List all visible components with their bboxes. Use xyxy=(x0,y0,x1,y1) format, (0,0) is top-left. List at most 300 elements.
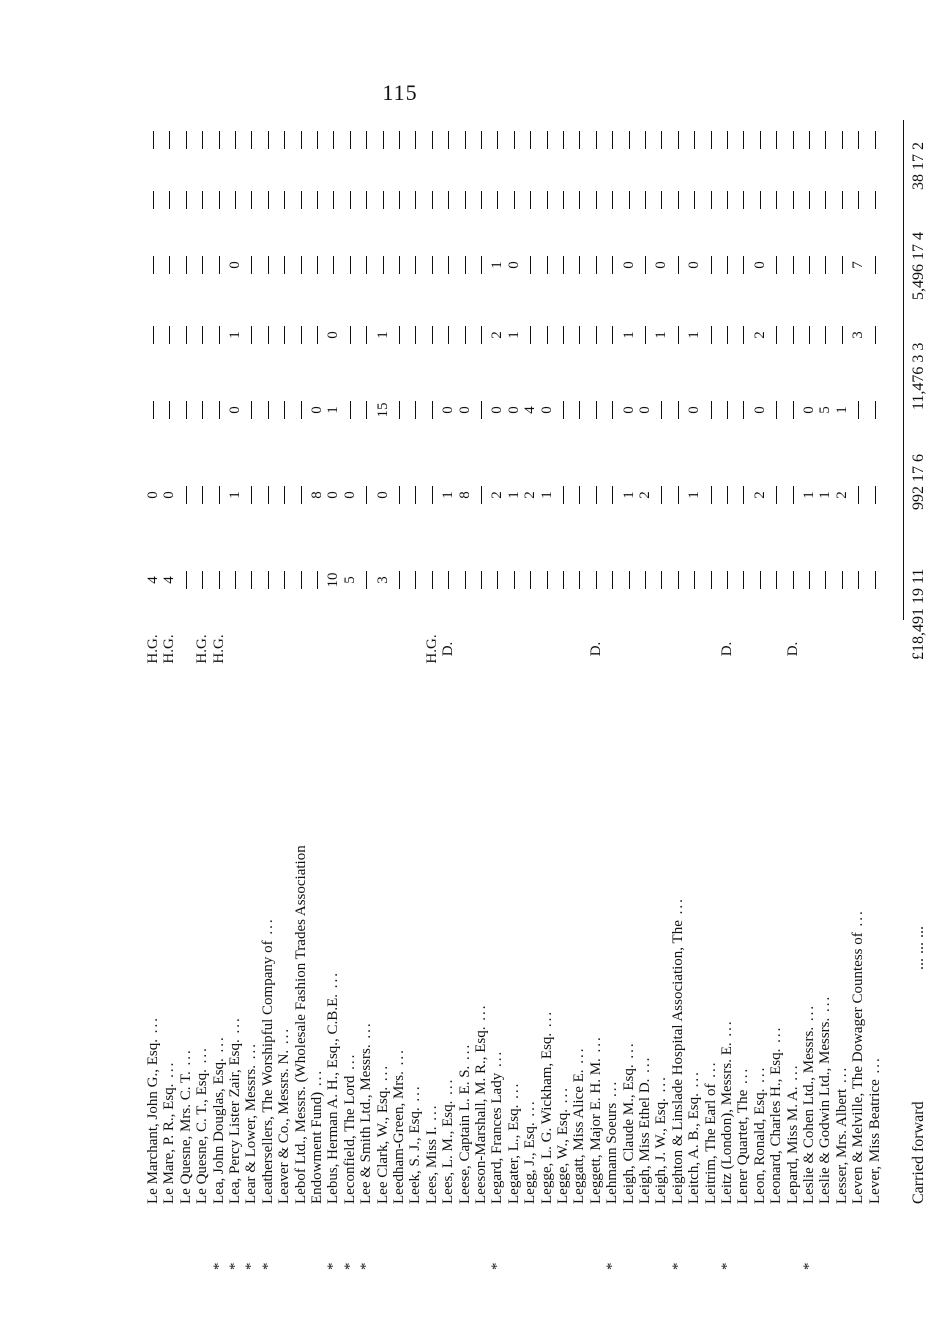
name-text: Le Quesne, Mrs. C. T. xyxy=(177,1071,194,1204)
table-row xyxy=(703,120,719,1270)
amount-cell: 0 xyxy=(620,406,637,414)
amount-cell xyxy=(293,170,309,230)
amount-cell xyxy=(325,170,341,230)
amount-cell: 1 xyxy=(440,491,457,499)
dash-mark xyxy=(366,131,367,149)
amount-cell xyxy=(571,465,587,525)
table-row xyxy=(637,120,653,1270)
amount-cell xyxy=(735,110,751,170)
amount-cell xyxy=(391,170,407,230)
amount-cell xyxy=(604,305,620,365)
subscriber-name xyxy=(621,694,637,1204)
amount-cell xyxy=(555,235,571,295)
table-row xyxy=(588,120,604,1270)
dash-mark xyxy=(333,191,334,209)
table-row xyxy=(785,120,801,1270)
dash-mark xyxy=(186,401,187,419)
amount-cell: 1 xyxy=(801,491,817,499)
amount-cell: 2 xyxy=(489,331,506,339)
name-text: Legge, L. G. Wickham, Esq. xyxy=(538,1032,555,1204)
amount-cell xyxy=(735,465,751,525)
asterisk-mark: * xyxy=(801,1261,817,1270)
dash-mark xyxy=(465,571,466,589)
table-row xyxy=(211,120,227,1270)
amount-cell xyxy=(621,110,637,170)
table-row xyxy=(161,120,177,1270)
dash-mark xyxy=(842,191,843,209)
name-text: Lea, Percy Lister Zair, Esq. xyxy=(227,1039,243,1204)
dash-mark xyxy=(547,326,548,344)
amount-cell xyxy=(867,380,883,440)
carried-forward-col4: 5,496 17 4 xyxy=(910,232,927,300)
dash-mark xyxy=(317,191,318,209)
amount-cell xyxy=(457,170,473,230)
subscriber-name xyxy=(588,694,604,1204)
amount-cell xyxy=(161,235,177,295)
amount-cell xyxy=(211,235,227,295)
subscriber-name xyxy=(506,694,522,1204)
dash-mark xyxy=(596,571,597,589)
amount-cell: 7 xyxy=(850,261,867,269)
amount-cell: 1 xyxy=(620,331,637,339)
amount-cell xyxy=(194,465,210,525)
dash-mark xyxy=(563,326,564,344)
amount-cell xyxy=(637,550,653,610)
amount-cell xyxy=(358,550,374,610)
amount-cell: 2 xyxy=(637,491,653,499)
amount-cell xyxy=(703,380,719,440)
dash-mark xyxy=(842,571,843,589)
name-text: Leslie & Cohen Ltd., Messrs. xyxy=(801,1026,817,1204)
amount-cell: 0 xyxy=(751,406,768,414)
amount-cell xyxy=(161,170,177,230)
name-text: Le Marchant, John G., Esq. xyxy=(145,1039,161,1204)
amount-cell xyxy=(703,170,719,230)
amount-cell: 0 xyxy=(505,261,522,269)
dash-mark xyxy=(629,191,630,209)
amount-cell xyxy=(243,170,259,230)
amount-cell: 3 xyxy=(374,576,391,584)
dash-mark xyxy=(481,131,482,149)
leader-dots: ... xyxy=(210,1035,227,1059)
leader-dots: ... xyxy=(702,1060,719,1084)
subscriber-name xyxy=(457,694,473,1204)
amount-cell xyxy=(735,305,751,365)
amount-cell xyxy=(342,235,358,295)
table-row xyxy=(768,120,784,1270)
amount-cell: 0 xyxy=(620,261,637,269)
dash-mark xyxy=(678,131,679,149)
dash-mark xyxy=(793,256,794,274)
dash-mark xyxy=(612,326,613,344)
amount-cell xyxy=(358,170,374,230)
subscriber-name xyxy=(752,694,768,1204)
amount-cell: 1 xyxy=(505,491,522,499)
dash-mark xyxy=(235,131,236,149)
dash-mark xyxy=(301,326,302,344)
dash-mark xyxy=(186,571,187,589)
row-note: D. xyxy=(587,641,604,657)
amount-cell xyxy=(407,465,423,525)
amount-cell xyxy=(293,550,309,610)
amount-cell xyxy=(571,170,587,230)
amount-cell xyxy=(768,170,784,230)
table-row xyxy=(867,120,883,1270)
dash-mark xyxy=(727,326,728,344)
amount-cell xyxy=(768,305,784,365)
leader-dots: ... xyxy=(522,1099,539,1123)
amount-cell xyxy=(473,550,489,610)
amount-cell xyxy=(801,110,817,170)
dash-mark xyxy=(301,571,302,589)
leader-dots: ... xyxy=(637,1055,653,1079)
dash-mark xyxy=(563,571,564,589)
subscriber-name xyxy=(293,694,309,1204)
dash-mark xyxy=(301,401,302,419)
leader-dots: ... xyxy=(801,1003,817,1027)
dash-mark xyxy=(317,326,318,344)
leader-dots: ... xyxy=(194,1046,211,1070)
dash-mark xyxy=(415,191,416,209)
dash-mark xyxy=(727,571,728,589)
amount-cell xyxy=(276,110,292,170)
amount-cell xyxy=(719,465,735,525)
dash-mark xyxy=(727,191,728,209)
subscriber-name xyxy=(522,694,538,1204)
dash-mark xyxy=(711,131,712,149)
amount-cell xyxy=(407,550,423,610)
amount-cell: 8 xyxy=(309,491,325,499)
amount-cell xyxy=(211,305,227,365)
dash-mark xyxy=(153,326,154,344)
dash-mark xyxy=(612,401,613,419)
table-row xyxy=(604,120,620,1270)
amount-cell xyxy=(834,305,850,365)
amount-cell xyxy=(539,235,555,295)
dash-mark xyxy=(776,191,777,209)
row-note: H.G. xyxy=(194,634,211,664)
dash-mark xyxy=(563,401,564,419)
leader-dots: ... ... ... xyxy=(910,926,927,970)
leader-dots: ... xyxy=(325,971,342,995)
amount-cell: 0 xyxy=(751,261,768,269)
dash-mark xyxy=(301,131,302,149)
dash-mark xyxy=(432,486,433,504)
dash-mark xyxy=(645,131,646,149)
dash-mark xyxy=(711,571,712,589)
dash-mark xyxy=(793,131,794,149)
amount-cell: 1 xyxy=(505,331,522,339)
asterisk-mark: * xyxy=(325,1261,342,1270)
amount-cell xyxy=(375,110,391,170)
amount-cell xyxy=(801,235,817,295)
dash-mark xyxy=(284,571,285,589)
dash-mark xyxy=(366,326,367,344)
amount-cell: 0 xyxy=(505,406,522,414)
leader-dots: ... xyxy=(751,1065,768,1089)
name-text: Lees, L. M., Esq. xyxy=(440,1100,457,1204)
carried-forward-label: Carried forward xyxy=(910,1101,927,1204)
name-text: Lear & Lower, Messrs. xyxy=(243,1065,260,1204)
dash-mark xyxy=(825,191,826,209)
amount-cell xyxy=(260,305,276,365)
amount-cell xyxy=(834,550,850,610)
amount-cell xyxy=(867,465,883,525)
amount-cell xyxy=(260,170,276,230)
dash-mark xyxy=(432,326,433,344)
dash-mark xyxy=(661,571,662,589)
amount-cell xyxy=(817,110,833,170)
dash-mark xyxy=(186,486,187,504)
dash-mark xyxy=(186,191,187,209)
dash-mark xyxy=(530,191,531,209)
leader-dots: ... xyxy=(489,1049,506,1073)
amount-cell: 2 xyxy=(751,331,768,339)
amount-cell: 1 xyxy=(227,331,243,339)
amount-cell xyxy=(145,170,161,230)
amount-cell xyxy=(457,305,473,365)
dash-mark xyxy=(268,131,269,149)
amount-cell xyxy=(785,170,801,230)
amount-cell xyxy=(834,110,850,170)
dash-mark xyxy=(694,191,695,209)
amount-cell xyxy=(768,465,784,525)
amount-cell xyxy=(670,305,686,365)
table-row xyxy=(735,120,751,1270)
dash-mark xyxy=(776,326,777,344)
amount-cell xyxy=(621,550,637,610)
row-note: D. xyxy=(440,641,457,657)
leader-dots: ... xyxy=(768,1025,785,1049)
amount-cell xyxy=(407,110,423,170)
leader-dots: ... xyxy=(309,1068,325,1092)
amount-cell: 1 xyxy=(686,331,703,339)
dash-mark xyxy=(399,191,400,209)
amount-cell: 0 xyxy=(489,406,506,414)
leader-dots: ... xyxy=(719,1019,735,1043)
amount-cell xyxy=(424,110,440,170)
dash-mark xyxy=(268,401,269,419)
amount-cell xyxy=(489,170,505,230)
dash-mark xyxy=(219,401,220,419)
amount-cell xyxy=(719,110,735,170)
amount-cell xyxy=(293,465,309,525)
asterisk-mark: * xyxy=(719,1261,735,1270)
dash-mark xyxy=(481,571,482,589)
amount-cell xyxy=(539,550,555,610)
amount-cell xyxy=(703,305,719,365)
amount-cell xyxy=(768,235,784,295)
dash-mark xyxy=(268,486,269,504)
dash-mark xyxy=(251,191,252,209)
dash-mark xyxy=(202,486,203,504)
dash-mark xyxy=(875,571,876,589)
amount-cell xyxy=(522,235,538,295)
dash-mark xyxy=(448,131,449,149)
amount-cell xyxy=(473,170,489,230)
amount-cell xyxy=(178,170,194,230)
amount-cell xyxy=(588,465,604,525)
table-row xyxy=(375,120,391,1270)
amount-cell xyxy=(588,110,604,170)
table-row xyxy=(555,120,571,1270)
table-row xyxy=(145,120,161,1270)
name-text: Legg, J., Esq. xyxy=(522,1122,539,1204)
amount-cell: 0 xyxy=(374,491,391,499)
amount-cell xyxy=(555,465,571,525)
amount-cell: 0 xyxy=(637,406,653,414)
amount-cell xyxy=(719,305,735,365)
subscriber-name xyxy=(768,694,784,1204)
amount-cell xyxy=(735,550,751,610)
dash-mark xyxy=(743,571,744,589)
amount-cell xyxy=(522,550,538,610)
asterisk-mark: * xyxy=(243,1261,260,1270)
amount-cell xyxy=(276,305,292,365)
dash-mark xyxy=(661,486,662,504)
amount-cell: 2 xyxy=(489,491,506,499)
amount-cell xyxy=(243,550,259,610)
dash-mark xyxy=(268,571,269,589)
asterisk-mark: * xyxy=(669,1261,686,1270)
amount-cell xyxy=(211,380,227,440)
dash-mark xyxy=(760,571,761,589)
table-row xyxy=(719,120,735,1270)
amount-cell: 0 xyxy=(227,406,243,414)
table-row xyxy=(457,120,473,1270)
name-text: Lebof Ltd., Messrs. (Wholesale Fashion Trades Association xyxy=(292,845,309,1204)
carried-forward-col2: 992 17 6 xyxy=(910,454,927,510)
name-text: Lesser, Mrs. Albert xyxy=(833,1088,850,1204)
dash-mark xyxy=(465,191,466,209)
dash-mark xyxy=(350,326,351,344)
subscriber-name xyxy=(703,694,719,1204)
dash-mark xyxy=(399,256,400,274)
amount-cell xyxy=(850,110,866,170)
dash-mark xyxy=(579,326,580,344)
name-text: Leaver & Co., Messrs. N. xyxy=(276,1049,293,1204)
amount-cell xyxy=(539,110,555,170)
amount-cell xyxy=(309,235,325,295)
dash-mark xyxy=(530,131,531,149)
dash-mark xyxy=(219,131,220,149)
subscriber-name xyxy=(440,694,456,1204)
dash-mark xyxy=(284,131,285,149)
amount-cell xyxy=(194,235,210,295)
leader-dots: ... xyxy=(620,1041,637,1065)
ledger-table xyxy=(137,120,927,1270)
amount-cell xyxy=(375,170,391,230)
amount-cell xyxy=(703,235,719,295)
amount-cell xyxy=(391,110,407,170)
amount-cell xyxy=(407,305,423,365)
name-text: Leggett, Major E. H. M. xyxy=(587,1058,604,1204)
subscriber-name xyxy=(211,694,227,1204)
amount-cell xyxy=(457,235,473,295)
dash-mark xyxy=(596,326,597,344)
amount-cell: 0 xyxy=(309,406,325,414)
amount-cell: 15 xyxy=(374,402,391,418)
leader-dots: ... xyxy=(538,1009,555,1033)
amount-cell xyxy=(555,110,571,170)
leader-dots: ... xyxy=(259,917,276,941)
amount-cell xyxy=(309,305,325,365)
amount-cell xyxy=(178,380,194,440)
amount-cell xyxy=(555,305,571,365)
amount-cell xyxy=(539,305,555,365)
table-row xyxy=(358,120,374,1270)
name-text: Lea, John Douglas, Esq. xyxy=(210,1058,227,1204)
amount-cell xyxy=(867,170,883,230)
amount-cell: 4 xyxy=(161,576,178,584)
dash-mark xyxy=(284,326,285,344)
dash-mark xyxy=(612,486,613,504)
dash-mark xyxy=(186,326,187,344)
table-row xyxy=(473,120,489,1270)
amount-cell: 0 xyxy=(801,406,817,414)
dash-mark xyxy=(776,486,777,504)
dash-mark xyxy=(776,401,777,419)
amount-cell xyxy=(834,170,850,230)
dash-mark xyxy=(415,486,416,504)
amount-cell xyxy=(637,170,653,230)
dash-mark xyxy=(415,131,416,149)
dash-mark xyxy=(399,486,400,504)
amount-cell xyxy=(424,380,440,440)
dash-mark xyxy=(366,571,367,589)
amount-cell xyxy=(850,380,866,440)
dash-mark xyxy=(645,326,646,344)
amount-cell xyxy=(276,235,292,295)
dash-mark xyxy=(596,401,597,419)
amount-cell xyxy=(785,465,801,525)
dash-mark xyxy=(301,256,302,274)
dash-mark xyxy=(219,486,220,504)
amount-cell xyxy=(293,110,309,170)
dash-mark xyxy=(415,256,416,274)
amount-cell xyxy=(817,170,833,230)
dash-mark xyxy=(547,571,548,589)
dash-mark xyxy=(399,131,400,149)
dash-mark xyxy=(268,326,269,344)
amount-cell xyxy=(407,380,423,440)
amount-cell xyxy=(178,550,194,610)
subscriber-name xyxy=(375,694,391,1204)
amount-cell xyxy=(194,550,210,610)
name-text: Legater, L., Esq. xyxy=(505,1104,522,1204)
amount-cell xyxy=(293,380,309,440)
amount-cell xyxy=(703,550,719,610)
dash-mark xyxy=(563,486,564,504)
subscriber-name xyxy=(358,694,374,1204)
amount-cell xyxy=(621,170,637,230)
dash-mark xyxy=(743,401,744,419)
amount-cell xyxy=(194,170,210,230)
leader-dots: ... xyxy=(473,1003,489,1027)
dash-mark xyxy=(153,256,154,274)
name-text: Lee & Smith Ltd., Messrs. xyxy=(358,1044,375,1204)
dash-mark xyxy=(825,326,826,344)
amount-cell xyxy=(571,305,587,365)
table-row xyxy=(342,120,358,1270)
dash-mark xyxy=(383,131,384,149)
name-text: Leitch, A. B., Esq. xyxy=(686,1093,703,1204)
dash-mark xyxy=(301,191,302,209)
amount-cell xyxy=(506,550,522,610)
subscriber-name xyxy=(325,694,341,1204)
leader-dots: ... xyxy=(866,1056,883,1080)
dash-mark xyxy=(481,191,482,209)
